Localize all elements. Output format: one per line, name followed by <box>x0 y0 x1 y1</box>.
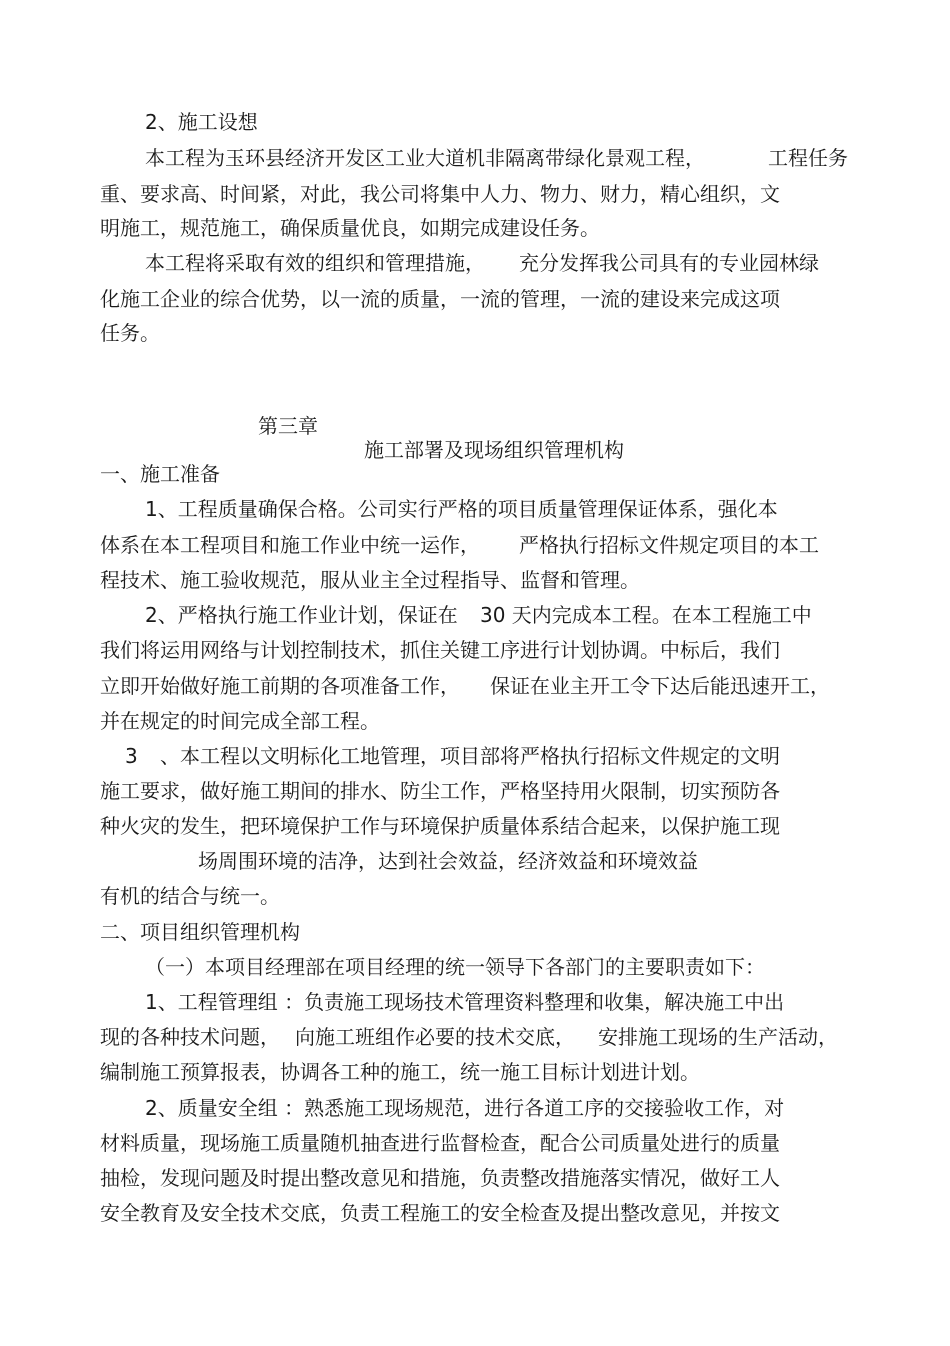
paragraph-line: 化施工企业的综合优势，以一流的质量，一流的管理，一流的建设来完成这项 <box>100 287 780 311</box>
paragraph-line: 本工程为玉环县经济开发区工业大道机非隔离带绿化景观工程， <box>145 146 705 170</box>
paragraph-line: 施工要求，做好施工期间的排水、防尘工作，严格坚持用火限制，切实预防各 <box>100 779 780 803</box>
paragraph-line: 安排施工现场的生产活动， <box>598 1025 838 1049</box>
paragraph-line: 并在规定的时间完成全部工程。 <box>100 709 380 733</box>
item-number: 3 <box>125 744 138 768</box>
paragraph-line: 安全教育及安全技术交底，负责工程施工的安全检查及提出整改意见，并按文 <box>100 1201 780 1225</box>
paragraph-line: 任务。 <box>100 321 160 345</box>
paragraph-line: 现的各种技术问题， <box>100 1025 280 1049</box>
paragraph-line: 2、质量安全组 ：熟悉施工现场规范，进行各道工序的交接验收工作，对 <box>145 1096 785 1120</box>
paragraph-line: 严格执行招标文件规定项目的本工 <box>519 533 819 557</box>
paragraph-line: 编制施工预算报表，协调各工种的施工，统一施工目标计划进计划。 <box>100 1060 700 1084</box>
paragraph-line: 工程任务 <box>768 146 848 170</box>
paragraph-line: 保证在业主开工令下达后能迅速开工， <box>490 674 830 698</box>
paragraph-line: 、本工程以文明标化工地管理，项目部将严格执行招标文件规定的文明 <box>160 744 780 768</box>
paragraph-line: 30 天内完成本工程。在本工程施工中 <box>480 603 812 627</box>
chapter-heading: 施工部署及现场组织管理机构 <box>364 438 624 462</box>
paragraph-line: （一）本项目经理部在项目经理的统一领导下各部门的主要职责如下： <box>145 955 765 979</box>
chapter-title <box>0 390 950 462</box>
paragraph-line: 种火灾的发生，把环境保护工作与环境保护质量体系结合起来，以保护施工现 <box>100 814 780 838</box>
chapter-number: 第三章 <box>258 414 318 438</box>
paragraph-line: 2、严格执行施工作业计划，保证在 <box>145 603 458 627</box>
paragraph-line: 重、要求高、时间紧，对此，我公司将集中人力、物力、财力，精心组织，文 <box>100 182 780 206</box>
section-heading: 二、项目组织管理机构 <box>100 920 300 944</box>
paragraph-line: 我们将运用网络与计划控制技术，抓住关键工序进行计划协调。中标后，我们 <box>100 638 780 662</box>
paragraph-line: 明施工，规范施工，确保质量优良，如期完成建设任务。 <box>100 216 600 240</box>
paragraph-line: 本工程将采取有效的组织和管理措施， <box>145 251 485 275</box>
paragraph-line: 抽检，发现问题及时提出整改意见和措施，负责整改措施落实情况，做好工人 <box>100 1166 780 1190</box>
paragraph-line: 程技术、施工验收规范，服从业主全过程指导、监督和管理。 <box>100 568 640 592</box>
paragraph-line: 有机的结合与统一。 <box>100 884 280 908</box>
paragraph-line: 充分发挥我公司具有的专业园林绿 <box>519 251 819 275</box>
paragraph-line: 场周围环境的洁净，达到社会效益，经济效益和环境效益 <box>198 849 698 873</box>
subsection-heading: 2、施工设想 <box>145 110 258 134</box>
paragraph-line: 立即开始做好施工前期的各项准备工作， <box>100 674 460 698</box>
paragraph-line: 体系在本工程项目和施工作业中统一运作， <box>100 533 480 557</box>
paragraph-line: 材料质量，现场施工质量随机抽查进行监督检查，配合公司质量处进行的质量 <box>100 1131 780 1155</box>
paragraph-line: 1、工程管理组 ：负责施工现场技术管理资料整理和收集，解决施工中出 <box>145 990 785 1014</box>
paragraph-line: 1、工程质量确保合格。公司实行严格的项目质量管理保证体系，强化本 <box>145 497 778 521</box>
paragraph-line: 向施工班组作必要的技术交底， <box>295 1025 575 1049</box>
section-heading: 一、施工准备 <box>100 462 220 486</box>
